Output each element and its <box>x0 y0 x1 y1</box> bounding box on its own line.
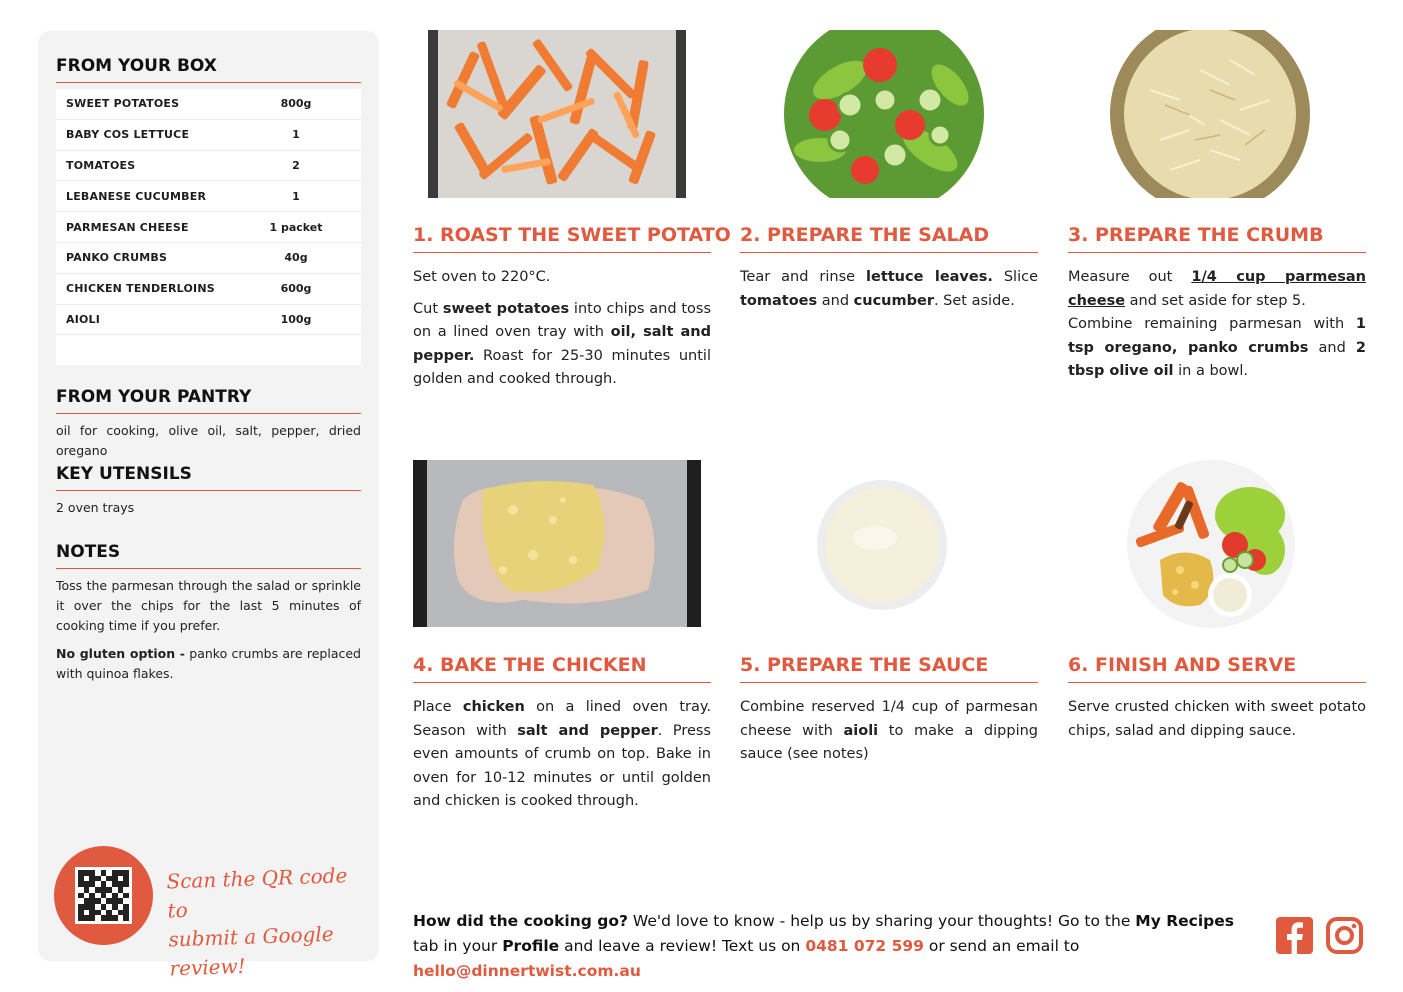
step5-photo <box>815 478 950 613</box>
feedback-footer: How did the cooking go? We'd love to know - help us by sharing your thoughts! Go to the My Recipes tab in your Profile and leave a review! Text us on 0481 072 599 or send an email to hello@dinnertwist.com.au <box>413 912 1234 980</box>
ingredient-name: PANKO CRUMBS <box>66 251 168 265</box>
phone-link[interactable]: 0481 072 599 <box>805 937 924 955</box>
ingredient-name: SWEET POTATOES <box>66 97 180 111</box>
step2-photo <box>780 30 988 198</box>
step6-body <box>1068 696 1366 751</box>
step6-photo <box>1125 460 1297 628</box>
ingredients-table <box>56 89 361 365</box>
ingredient-row <box>56 274 361 305</box>
profile-label: Profile <box>502 937 560 955</box>
utensils-text: 2 oven trays <box>56 500 135 515</box>
ingredient-name: CHICKEN TENDERLOINS <box>66 282 215 296</box>
sidebar <box>38 31 379 981</box>
qr-code-badge[interactable] <box>54 846 153 945</box>
ingredient-qty: 40g <box>284 251 308 265</box>
ingredient-name: AIOLI <box>66 312 101 326</box>
ingredient-name: BABY COS LETTUCE <box>66 128 190 142</box>
ingredient-qty: 2 <box>292 158 300 172</box>
step3-title: 3. PREPARE THE CRUMB <box>1068 224 1366 253</box>
ingredient-row <box>56 305 361 336</box>
step5-title: 5. PREPARE THE SAUCE <box>740 654 1038 683</box>
my-recipes-label: My Recipes <box>1135 912 1234 930</box>
step4-title: 4. BAKE THE CHICKEN <box>413 654 711 683</box>
qr-prompt-line1: Scan the QR code to <box>166 863 348 923</box>
utensils-title: KEY UTENSILS <box>56 464 361 491</box>
step1-p2: Cut sweet potatoes into chips and toss on a lined oven tray with oil, salt and pepper. Roast for 25-30 minutes until golden and cooked through. <box>413 300 712 387</box>
ingredient-qty: 600g <box>280 282 312 296</box>
step1-title: 1. ROAST THE SWEET POTATO <box>413 224 711 253</box>
step3-body <box>1068 266 1366 392</box>
step2-p1: Tear and rinse lettuce leaves. Slice tomatoes and cucumber. Set aside. <box>740 269 1039 309</box>
pantry-title: FROM YOUR PANTRY <box>56 387 361 414</box>
ingredient-qty: 1 <box>292 189 300 203</box>
pantry-text: oil for cooking, olive oil, salt, pepper, dried oregano <box>56 423 361 458</box>
ingredient-name: LEBANESE CUCUMBER <box>66 189 207 203</box>
qr-prompt <box>166 861 370 984</box>
step5-body <box>740 696 1038 775</box>
ingredient-qty: 100g <box>280 312 312 326</box>
step6-title: 6. FINISH AND SERVE <box>1068 654 1366 683</box>
qr-code-icon <box>75 867 132 924</box>
step3-p2: Combine remaining parmesan with 1 tsp oregano, panko crumbs and 2 tbsp olive oil in a bowl. <box>1068 316 1366 379</box>
ingredient-row <box>56 89 361 120</box>
ingredient-qty: 800g <box>280 97 312 111</box>
ingredient-row <box>56 120 361 151</box>
step6-p1: Serve crusted chicken with sweet potato chips, salad and dipping sauce. <box>1068 699 1366 739</box>
step2-body <box>740 266 1038 321</box>
footer-question: How did the cooking go? <box>413 912 628 930</box>
step3-photo <box>1110 30 1310 198</box>
instagram-icon[interactable] <box>1326 917 1363 954</box>
step3-p1: Measure out 1/4 cup parmesan cheese and set aside for step 5. <box>1068 269 1366 309</box>
ingredient-qty: 1 packet <box>269 220 323 234</box>
ingredient-row <box>56 212 361 243</box>
ingredient-name: PARMESAN CHEESE <box>66 220 189 234</box>
step2-title: 2. PREPARE THE SALAD <box>740 224 1038 253</box>
notes-title: NOTES <box>56 542 361 569</box>
ingredient-row <box>56 243 361 274</box>
qr-prompt-line2: submit a Google review! <box>168 921 334 981</box>
notes-gluten <box>56 644 361 684</box>
ingredient-row <box>56 181 361 212</box>
ingredient-name: TOMATOES <box>66 158 136 172</box>
box-title: FROM YOUR BOX <box>56 56 361 83</box>
ingredient-qty: 1 <box>292 128 300 142</box>
notes-text: Toss the parmesan through the salad or sprinkle it over the chips for the last 5 minutes of cooking time if you prefer. <box>56 578 361 633</box>
email-link[interactable]: hello@dinnertwist.com.au <box>413 962 641 980</box>
facebook-icon[interactable] <box>1276 917 1313 954</box>
step5-p1: Combine reserved 1/4 cup of parmesan cheese with aioli to make a dipping sauce (see notes) <box>740 699 1038 762</box>
step1-photo <box>428 30 686 198</box>
step4-photo <box>413 460 701 627</box>
step4-p1: Place chicken on a lined oven tray. Season with salt and pepper. Press even amounts of crumb on top. Bake in oven for 10-12 minutes or until golden and chicken is cooked through. <box>413 699 711 809</box>
ingredient-row <box>56 151 361 182</box>
step4-body <box>413 696 711 822</box>
step1-p1: Set oven to 220°C. <box>413 269 551 285</box>
notes-gluten-label: No gluten option - <box>56 646 185 661</box>
step1-body <box>413 266 711 400</box>
notes-gluten-text: panko crumbs are replaced with quinoa flakes. <box>56 646 361 681</box>
